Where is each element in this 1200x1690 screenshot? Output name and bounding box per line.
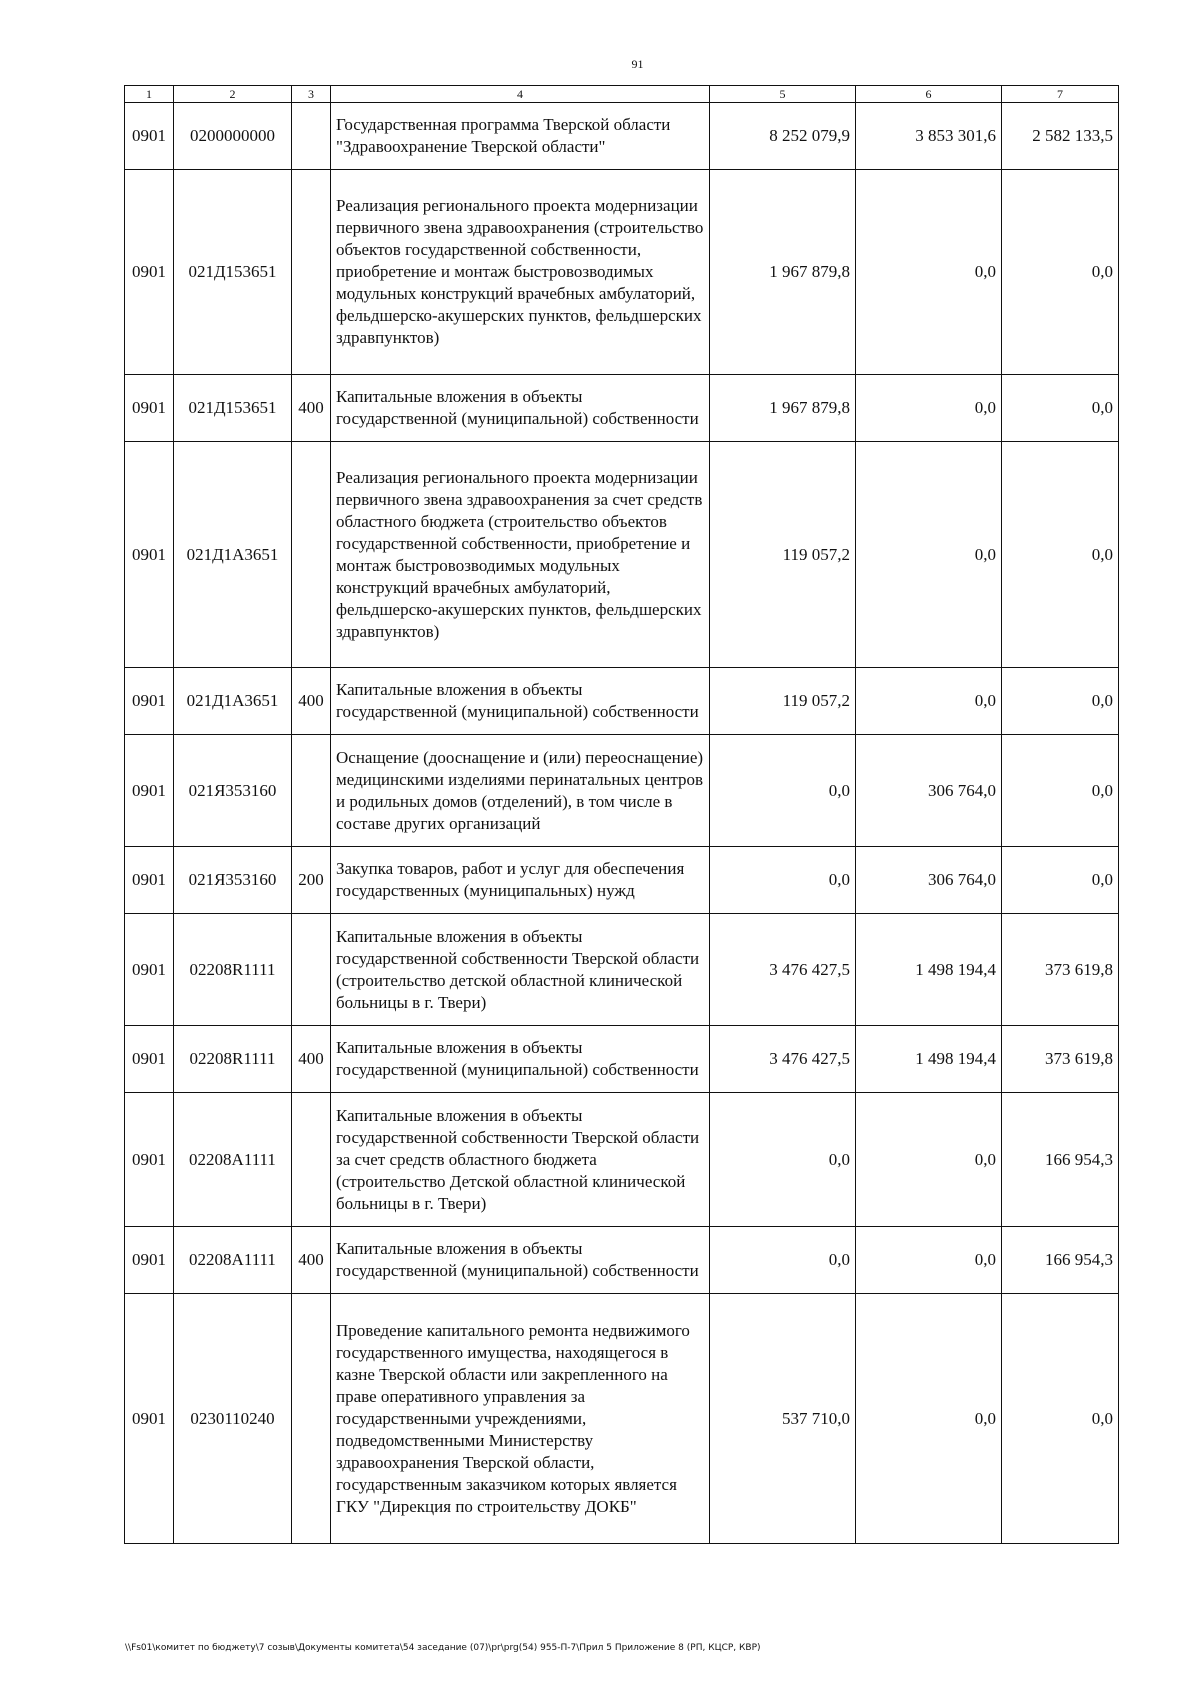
- target-article-code-cell: 021Д1А3651: [174, 668, 292, 735]
- target-article-code-cell: 021Д153651: [174, 375, 292, 442]
- amount-col5-cell: 1 967 879,8: [710, 170, 856, 375]
- amount-col5-cell: 119 057,2: [710, 668, 856, 735]
- amount-col5-cell: 3 476 427,5: [710, 914, 856, 1026]
- amount-col7-cell: 0,0: [1002, 847, 1119, 914]
- section-code-cell: 0901: [125, 375, 174, 442]
- section-code-cell: 0901: [125, 1093, 174, 1227]
- budget-table: [124, 85, 1119, 1544]
- column-number: 2: [174, 86, 292, 103]
- expense-type-code-cell: 400: [292, 1026, 331, 1093]
- section-code-cell: 0901: [125, 847, 174, 914]
- amount-col7-cell: 166 954,3: [1002, 1093, 1119, 1227]
- amount-col5-cell: 0,0: [710, 735, 856, 847]
- page-number: 91: [631, 57, 644, 71]
- amount-col7-cell: 373 619,8: [1002, 1026, 1119, 1093]
- amount-col5-cell: 8 252 079,9: [710, 103, 856, 170]
- target-article-code-cell: 02208R1111: [174, 1026, 292, 1093]
- amount-col6-cell: 0,0: [856, 1093, 1002, 1227]
- table-row: [125, 1093, 1119, 1227]
- amount-col7-cell: 0,0: [1002, 442, 1119, 668]
- expense-type-code-cell: [292, 1294, 331, 1544]
- item-name-cell: Капитальные вложения в объекты государственной (муниципальной) собственности: [331, 375, 710, 442]
- table-row: [125, 847, 1119, 914]
- amount-col5-cell: 1 967 879,8: [710, 375, 856, 442]
- amount-col6-cell: 306 764,0: [856, 735, 1002, 847]
- item-name-cell: Капитальные вложения в объекты государственной (муниципальной) собственности: [331, 668, 710, 735]
- table-row: [125, 170, 1119, 375]
- table-row: [125, 103, 1119, 170]
- amount-col6-cell: 306 764,0: [856, 847, 1002, 914]
- item-name-cell: Реализация регионального проекта модернизации первичного звена здравоохранения за счет средств областного бюджета (строительство объектов государственной собственности, приобретение и монтаж быстровозводимых модульных конструкций врачебных амбулаторий, фельдшерско-акушерских пунктов, фельдшерских здравпунктов): [331, 442, 710, 668]
- section-code-cell: 0901: [125, 735, 174, 847]
- item-name-cell: Капитальные вложения в объекты государственной (муниципальной) собственности: [331, 1227, 710, 1294]
- table-row: [125, 1294, 1119, 1544]
- amount-col6-cell: 0,0: [856, 375, 1002, 442]
- expense-type-code-cell: [292, 103, 331, 170]
- table-row: [125, 375, 1119, 442]
- column-number-row: [125, 86, 1119, 103]
- table-row: [125, 442, 1119, 668]
- item-name-cell: Проведение капитального ремонта недвижимого государственного имущества, находящегося в казне Тверской области или закрепленного на праве оперативного управления за государственными учреждениями, подведомственными Министерству здравоохранения Тверской области, государственным заказчиком которых является ГКУ "Дирекция по строительству ДОКБ": [331, 1294, 710, 1544]
- amount-col6-cell: 1 498 194,4: [856, 1026, 1002, 1093]
- amount-col7-cell: 0,0: [1002, 375, 1119, 442]
- section-code-cell: 0901: [125, 1227, 174, 1294]
- amount-col7-cell: 373 619,8: [1002, 914, 1119, 1026]
- amount-col7-cell: 0,0: [1002, 735, 1119, 847]
- section-code-cell: 0901: [125, 914, 174, 1026]
- target-article-code-cell: 021Я353160: [174, 847, 292, 914]
- table-row: [125, 1026, 1119, 1093]
- expense-type-code-cell: [292, 1093, 331, 1227]
- column-number: 4: [331, 86, 710, 103]
- expense-type-code-cell: 400: [292, 668, 331, 735]
- amount-col5-cell: 0,0: [710, 1093, 856, 1227]
- target-article-code-cell: 021Д1А3651: [174, 442, 292, 668]
- section-code-cell: 0901: [125, 1026, 174, 1093]
- amount-col6-cell: 0,0: [856, 1227, 1002, 1294]
- item-name-cell: Государственная программа Тверской области "Здравоохранение Тверской области": [331, 103, 710, 170]
- amount-col5-cell: 0,0: [710, 847, 856, 914]
- target-article-code-cell: 0200000000: [174, 103, 292, 170]
- section-code-cell: 0901: [125, 103, 174, 170]
- column-number: 7: [1002, 86, 1119, 103]
- table-row: [125, 1227, 1119, 1294]
- expense-type-code-cell: [292, 170, 331, 375]
- target-article-code-cell: 02208A1111: [174, 1227, 292, 1294]
- amount-col7-cell: 0,0: [1002, 668, 1119, 735]
- amount-col6-cell: 1 498 194,4: [856, 914, 1002, 1026]
- amount-col7-cell: 2 582 133,5: [1002, 103, 1119, 170]
- amount-col6-cell: 0,0: [856, 1294, 1002, 1544]
- amount-col6-cell: 0,0: [856, 442, 1002, 668]
- target-article-code-cell: 021Я353160: [174, 735, 292, 847]
- item-name-cell: Реализация регионального проекта модернизации первичного звена здравоохранения (строительство объектов государственной собственности, приобретение и монтаж быстровозводимых модульных конструкций врачебных амбулаторий, фельдшерско-акушерских пунктов, фельдшерских здравпунктов): [331, 170, 710, 375]
- expense-type-code-cell: 200: [292, 847, 331, 914]
- amount-col5-cell: 0,0: [710, 1227, 856, 1294]
- table-row: [125, 735, 1119, 847]
- section-code-cell: 0901: [125, 668, 174, 735]
- column-number: 6: [856, 86, 1002, 103]
- amount-col6-cell: 0,0: [856, 170, 1002, 375]
- column-number: 3: [292, 86, 331, 103]
- expense-type-code-cell: [292, 735, 331, 847]
- amount-col5-cell: 119 057,2: [710, 442, 856, 668]
- amount-col7-cell: 0,0: [1002, 1294, 1119, 1544]
- expense-type-code-cell: [292, 914, 331, 1026]
- expense-type-code-cell: [292, 442, 331, 668]
- column-number: 5: [710, 86, 856, 103]
- amount-col6-cell: 3 853 301,6: [856, 103, 1002, 170]
- item-name-cell: Оснащение (дооснащение и (или) переоснащение) медицинскими изделиями перинатальных центров и родильных домов (отделений), в том числе в составе других организаций: [331, 735, 710, 847]
- item-name-cell: Капитальные вложения в объекты государственной собственности Тверской области за счет средств областного бюджета (строительство Детской областной клинической больницы в г. Твери): [331, 1093, 710, 1227]
- section-code-cell: 0901: [125, 170, 174, 375]
- target-article-code-cell: 02208R1111: [174, 914, 292, 1026]
- amount-col7-cell: 166 954,3: [1002, 1227, 1119, 1294]
- item-name-cell: Капитальные вложения в объекты государственной собственности Тверской области (строительство детской областной клинической больницы в г. Твери): [331, 914, 710, 1026]
- amount-col5-cell: 3 476 427,5: [710, 1026, 856, 1093]
- target-article-code-cell: 02208A1111: [174, 1093, 292, 1227]
- amount-col7-cell: 0,0: [1002, 170, 1119, 375]
- table-row: [125, 668, 1119, 735]
- target-article-code-cell: 021Д153651: [174, 170, 292, 375]
- column-number: 1: [125, 86, 174, 103]
- item-name-cell: Капитальные вложения в объекты государственной (муниципальной) собственности: [331, 1026, 710, 1093]
- amount-col6-cell: 0,0: [856, 668, 1002, 735]
- table-row: [125, 914, 1119, 1026]
- amount-col5-cell: 537 710,0: [710, 1294, 856, 1544]
- expense-type-code-cell: 400: [292, 375, 331, 442]
- section-code-cell: 0901: [125, 1294, 174, 1544]
- target-article-code-cell: 0230110240: [174, 1294, 292, 1544]
- item-name-cell: Закупка товаров, работ и услуг для обеспечения государственных (муниципальных) нужд: [331, 847, 710, 914]
- footer-file-path: \\Fs01\комитет по бюджету\7 созыв\Документы комитета\54 заседание (07)\pr\prg(54) 955-П-7\Прил 5 Приложение 8 (РП, КЦСР, КВР): [125, 1643, 761, 1653]
- expense-type-code-cell: 400: [292, 1227, 331, 1294]
- section-code-cell: 0901: [125, 442, 174, 668]
